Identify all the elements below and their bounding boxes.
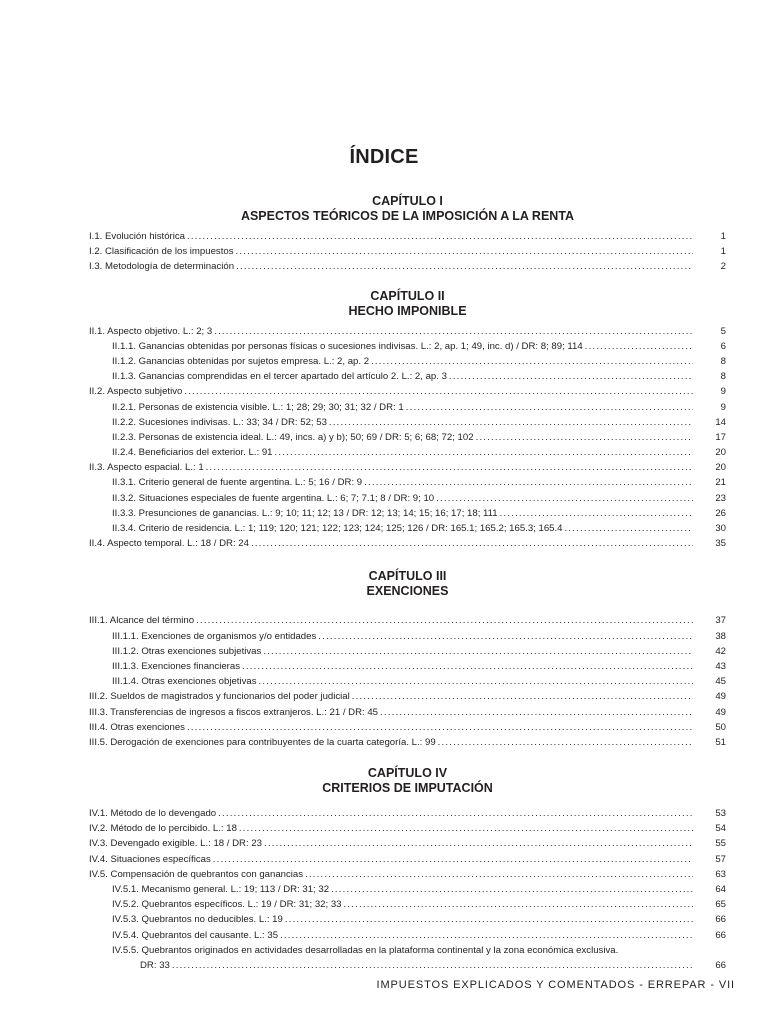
toc-entry[interactable] [89,836,726,851]
toc-entry-page: 17 [715,431,726,443]
toc-entry-page: 1 [720,246,726,258]
dot-leader [187,720,693,735]
toc-entry[interactable] [89,324,726,339]
dot-leader [585,339,693,354]
toc-entry-text: IV.3. Devengado exigible. L.: 18 / DR: 23 [89,838,262,850]
dot-leader [371,354,693,369]
toc-subentry[interactable] [89,882,726,897]
dot-leader [364,475,693,490]
toc-entry-text: II.1.1. Ganancias obtenidas por personas físicas o sucesiones indivisas. L.: 2, ap. 1; 49, inc. d) / DR: 8; 89; 114 [112,340,583,352]
dot-leader [242,659,693,674]
dot-leader [331,882,693,897]
table-of-contents [89,194,726,973]
toc-entry-text: II.2.2. Sucesiones indivisas. L.: 33; 34 / DR: 52; 53 [112,416,327,428]
toc-entry-page: 37 [715,615,726,627]
toc-entry-page: 38 [715,630,726,642]
chapter-name: ASPECTOS TEÓRICOS DE LA IMPOSICIÓN A LA RENTA [240,209,575,223]
toc-entry[interactable] [89,735,726,750]
toc-entry-page: 8 [720,355,726,367]
chapter-heading-2 [89,289,726,319]
toc-entry-text: II.3. Aspecto espacial. L.: 1 [89,462,204,474]
toc-entry[interactable] [89,613,726,628]
toc-entry-page: 57 [715,853,726,865]
dot-leader [275,445,693,460]
toc-entry-page: 53 [715,808,726,820]
toc-entry-page: 49 [715,706,726,718]
toc-subentry[interactable] [89,415,726,430]
dot-leader [196,613,693,628]
dot-leader [187,229,693,244]
chapter-number: CAPÍTULO I [372,194,443,208]
toc-subentry[interactable] [89,659,726,674]
chapter-number: CAPÍTULO II [370,288,445,303]
chapter-heading-1 [89,194,726,224]
toc-subentry[interactable] [89,506,726,521]
toc-entry-text: II.2.1. Personas de existencia visible. L.: 1; 28; 29; 30; 31; 32 / DR: 1 [112,401,404,413]
dot-leader [172,958,693,973]
dot-leader [329,415,693,430]
toc-entry-page: 45 [715,676,726,688]
dot-leader [344,897,694,912]
toc-entry-text: III.1. Alcance del término [89,615,195,627]
page-title: ÍNDICE [349,146,419,168]
toc-entry[interactable] [89,259,726,274]
dot-leader [184,384,693,399]
toc-entry-text: III.1.3. Exenciones financieras [112,660,240,672]
toc-entry-text: III.2. Sueldos de magistrados y funcionarios del poder judicial [89,691,350,703]
toc-entry-page: 2 [720,261,726,273]
dot-leader [280,928,693,943]
dot-leader [259,674,693,689]
toc-entry-page: 64 [715,884,726,895]
toc-entry[interactable] [89,867,726,882]
toc-entry-text: II.4. Aspecto temporal. L.: 18 / DR: 24 [89,538,249,550]
toc-subentry[interactable] [89,912,726,927]
toc-entry-text: II.3.1. Criterio general de fuente argentina. L.: 5; 16 / DR: 9 [112,477,363,489]
toc-entry-text: III.4. Otras exenciones [89,721,185,733]
toc-subentry[interactable] [89,369,726,384]
toc-entry-page: 30 [715,523,726,534]
toc-subentry[interactable] [89,897,726,912]
toc-entry-text: IV.5.3. Quebrantos no deducibles. L.: 19 [112,914,283,926]
toc-entry-text: III.1.4. Otras exenciones objetivas [112,676,257,688]
page-footer: IMPUESTOS EXPLICADOS Y COMENTADOS - ERREPAR - VII [376,979,735,991]
toc-entry[interactable] [89,689,726,704]
toc-entry[interactable] [89,852,726,867]
toc-subentry[interactable] [89,400,726,415]
toc-entry-page: 6 [720,340,726,352]
toc-entry-text: I.3. Metodología de determinación [89,261,235,273]
toc-entry-page: 50 [715,721,726,733]
toc-entry-page: 9 [720,401,726,413]
toc-entry-text: III.1.2. Otras exenciones subjetivas [112,645,262,657]
dot-leader [305,867,693,882]
toc-entry-page: 63 [715,868,726,880]
toc-entry-text: IV.5. Compensación de quebrantos con ganancias [89,868,304,880]
toc-entry-text: IV.2. Método de lo percibido. L.: 18 [89,823,237,835]
dot-leader [264,836,693,851]
toc-entry-page: 66 [715,929,726,941]
toc-entry-page: 5 [720,325,726,337]
toc-subentry[interactable] [89,354,726,369]
chapter-number: CAPÍTULO IV [367,766,448,781]
dot-leader [380,705,693,720]
toc-entry-page: 35 [715,538,726,550]
dot-leader [263,644,693,659]
toc-entry-page: 8 [720,371,726,383]
toc-entry-text: IV.1. Método de lo devengado [89,808,217,820]
toc-entry-text: II.1.3. Ganancias comprendidas en el tercer apartado del artículo 2. L.: 2, ap. 3 [112,371,447,383]
toc-entry-page: 21 [715,477,726,489]
dot-leader [438,735,693,750]
toc-entry-page: 9 [720,386,726,398]
dot-leader [251,536,693,551]
toc-entry[interactable] [89,821,726,836]
toc-entry-text: IV.5.4. Quebrantos del causante. L.: 35 [112,929,279,941]
dot-leader [500,506,693,521]
toc-entry-text: II.3.3. Presunciones de ganancias. L.: 9; 10; 11; 12; 13 / DR: 12; 13; 14; 15; 16; 17; 18; 111 [112,507,498,519]
dot-leader [476,430,693,445]
dot-leader [236,259,693,274]
dot-leader [449,369,693,384]
dot-leader [239,821,693,836]
toc-entry-text: III.1.1. Exenciones de organismos y/o entidades [112,630,317,642]
chapter-number: CAPÍTULO III [368,569,447,584]
toc-subentry[interactable] [89,445,726,460]
chapter-name: CRITERIOS DE IMPUTACIÓN [322,781,493,796]
toc-entry-text: I.1. Evolución histórica [89,231,185,242]
toc-entry-page: 54 [715,823,726,835]
toc-entry-text: III.3. Transferencias de ingresos a fiscos extranjeros. L.: 21 / DR: 45 [89,706,379,718]
toc-subentry[interactable] [89,629,726,644]
chapter-entries-2 [89,324,726,552]
toc-entry-page: 42 [715,645,726,657]
dot-leader [206,460,693,475]
toc-subentry[interactable] [89,674,726,689]
toc-entry[interactable] [89,720,726,735]
chapter-name: HECHO IMPONIBLE [348,303,467,318]
toc-entry-text: II.3.2. Situaciones especiales de fuente argentina. L.: 6; 7; 7.1; 8 / DR: 9; 10 [112,492,435,504]
toc-subentry[interactable] [89,943,726,973]
toc-entry[interactable] [89,244,726,259]
dot-leader [236,244,693,259]
chapter-entries-3 [89,613,726,750]
toc-entry-text: III.5. Derogación de exenciones para contribuyentes de la cuarta categoría. L.: 99 [89,736,436,748]
toc-entry-page: 66 [715,914,726,926]
toc-entry-page: 23 [715,492,726,504]
toc-entry-text: II.2.4. Beneficiarios del exterior. L.: 91 [112,447,273,459]
dot-leader [218,806,693,821]
toc-entry-page: 51 [715,736,726,748]
toc-entry-text: II.1.2. Ganancias obtenidas por sujetos empresa. L.: 2, ap. 2 [112,355,370,367]
chapter-name: EXENCIONES [366,584,449,599]
toc-subentry[interactable] [89,491,726,506]
toc-subentry[interactable] [89,430,726,445]
toc-subentry[interactable] [89,644,726,659]
toc-subentry[interactable] [89,339,726,354]
toc-entry-page: 55 [715,838,726,850]
toc-entry-text: IV.5.5. Quebrantos originados en actividades desarrolladas en la plataforma continental y la zona económica exclusiva. [112,944,619,956]
toc-entry[interactable] [89,536,726,551]
toc-entry[interactable] [89,705,726,720]
toc-entry[interactable] [89,384,726,399]
toc-entry-text: I.2. Clasificación de los impuestos [89,246,234,258]
toc-entry-text: II.3.4. Criterio de residencia. L.: 1; 119; 120; 121; 122; 123; 124; 125; 126 / DR: 165.1; 165.2; 165.3; 165.4 [112,523,563,534]
toc-entry-page: 65 [715,899,726,911]
toc-entry-page: 66 [715,959,726,971]
toc-entry-text: II.2.3. Personas de existencia ideal. L.: 49, incs. a) y b); 50; 69 / DR: 5; 6; 68; 72; 102 [112,431,474,443]
toc-entry-page: 26 [715,507,726,519]
toc-entry-text: II.2. Aspecto subjetivo [89,386,183,398]
toc-entry[interactable] [89,806,726,821]
toc-entry-page: 43 [715,660,726,672]
toc-entry-page: 20 [715,447,726,459]
dot-leader [285,912,693,927]
toc-entry[interactable] [89,229,726,244]
chapter-entries-1 [89,229,726,275]
toc-entry-text: IV.4. Situaciones específicas [89,853,211,865]
toc-entry-continuation: DR: 33 [140,959,170,971]
toc-subentry[interactable] [89,521,726,536]
toc-entry-page: 1 [720,231,726,242]
toc-entry-page: 49 [715,691,726,703]
toc-entry-text: IV.5.1. Mecanismo general. L.: 19; 113 / DR: 31; 32 [112,884,330,895]
dot-leader [565,521,693,536]
toc-entry-page: 14 [715,416,726,428]
toc-entry-page: 20 [715,462,726,474]
dot-leader [318,629,693,644]
toc-subentry[interactable] [89,928,726,943]
dot-leader [406,400,693,415]
chapter-heading-3 [89,569,726,599]
toc-entry-text: IV.5.2. Quebrantos específicos. L.: 19 / DR: 31; 32; 33 [112,899,342,911]
chapter-entries-4 [89,806,726,973]
toc-entry[interactable] [89,460,726,475]
toc-subentry[interactable] [89,475,726,490]
dot-leader [436,491,693,506]
dot-leader [213,852,693,867]
dot-leader [214,324,693,339]
toc-entry-text: II.1. Aspecto objetivo. L.: 2; 3 [89,325,213,337]
chapter-heading-4 [89,766,726,796]
dot-leader [352,689,693,704]
